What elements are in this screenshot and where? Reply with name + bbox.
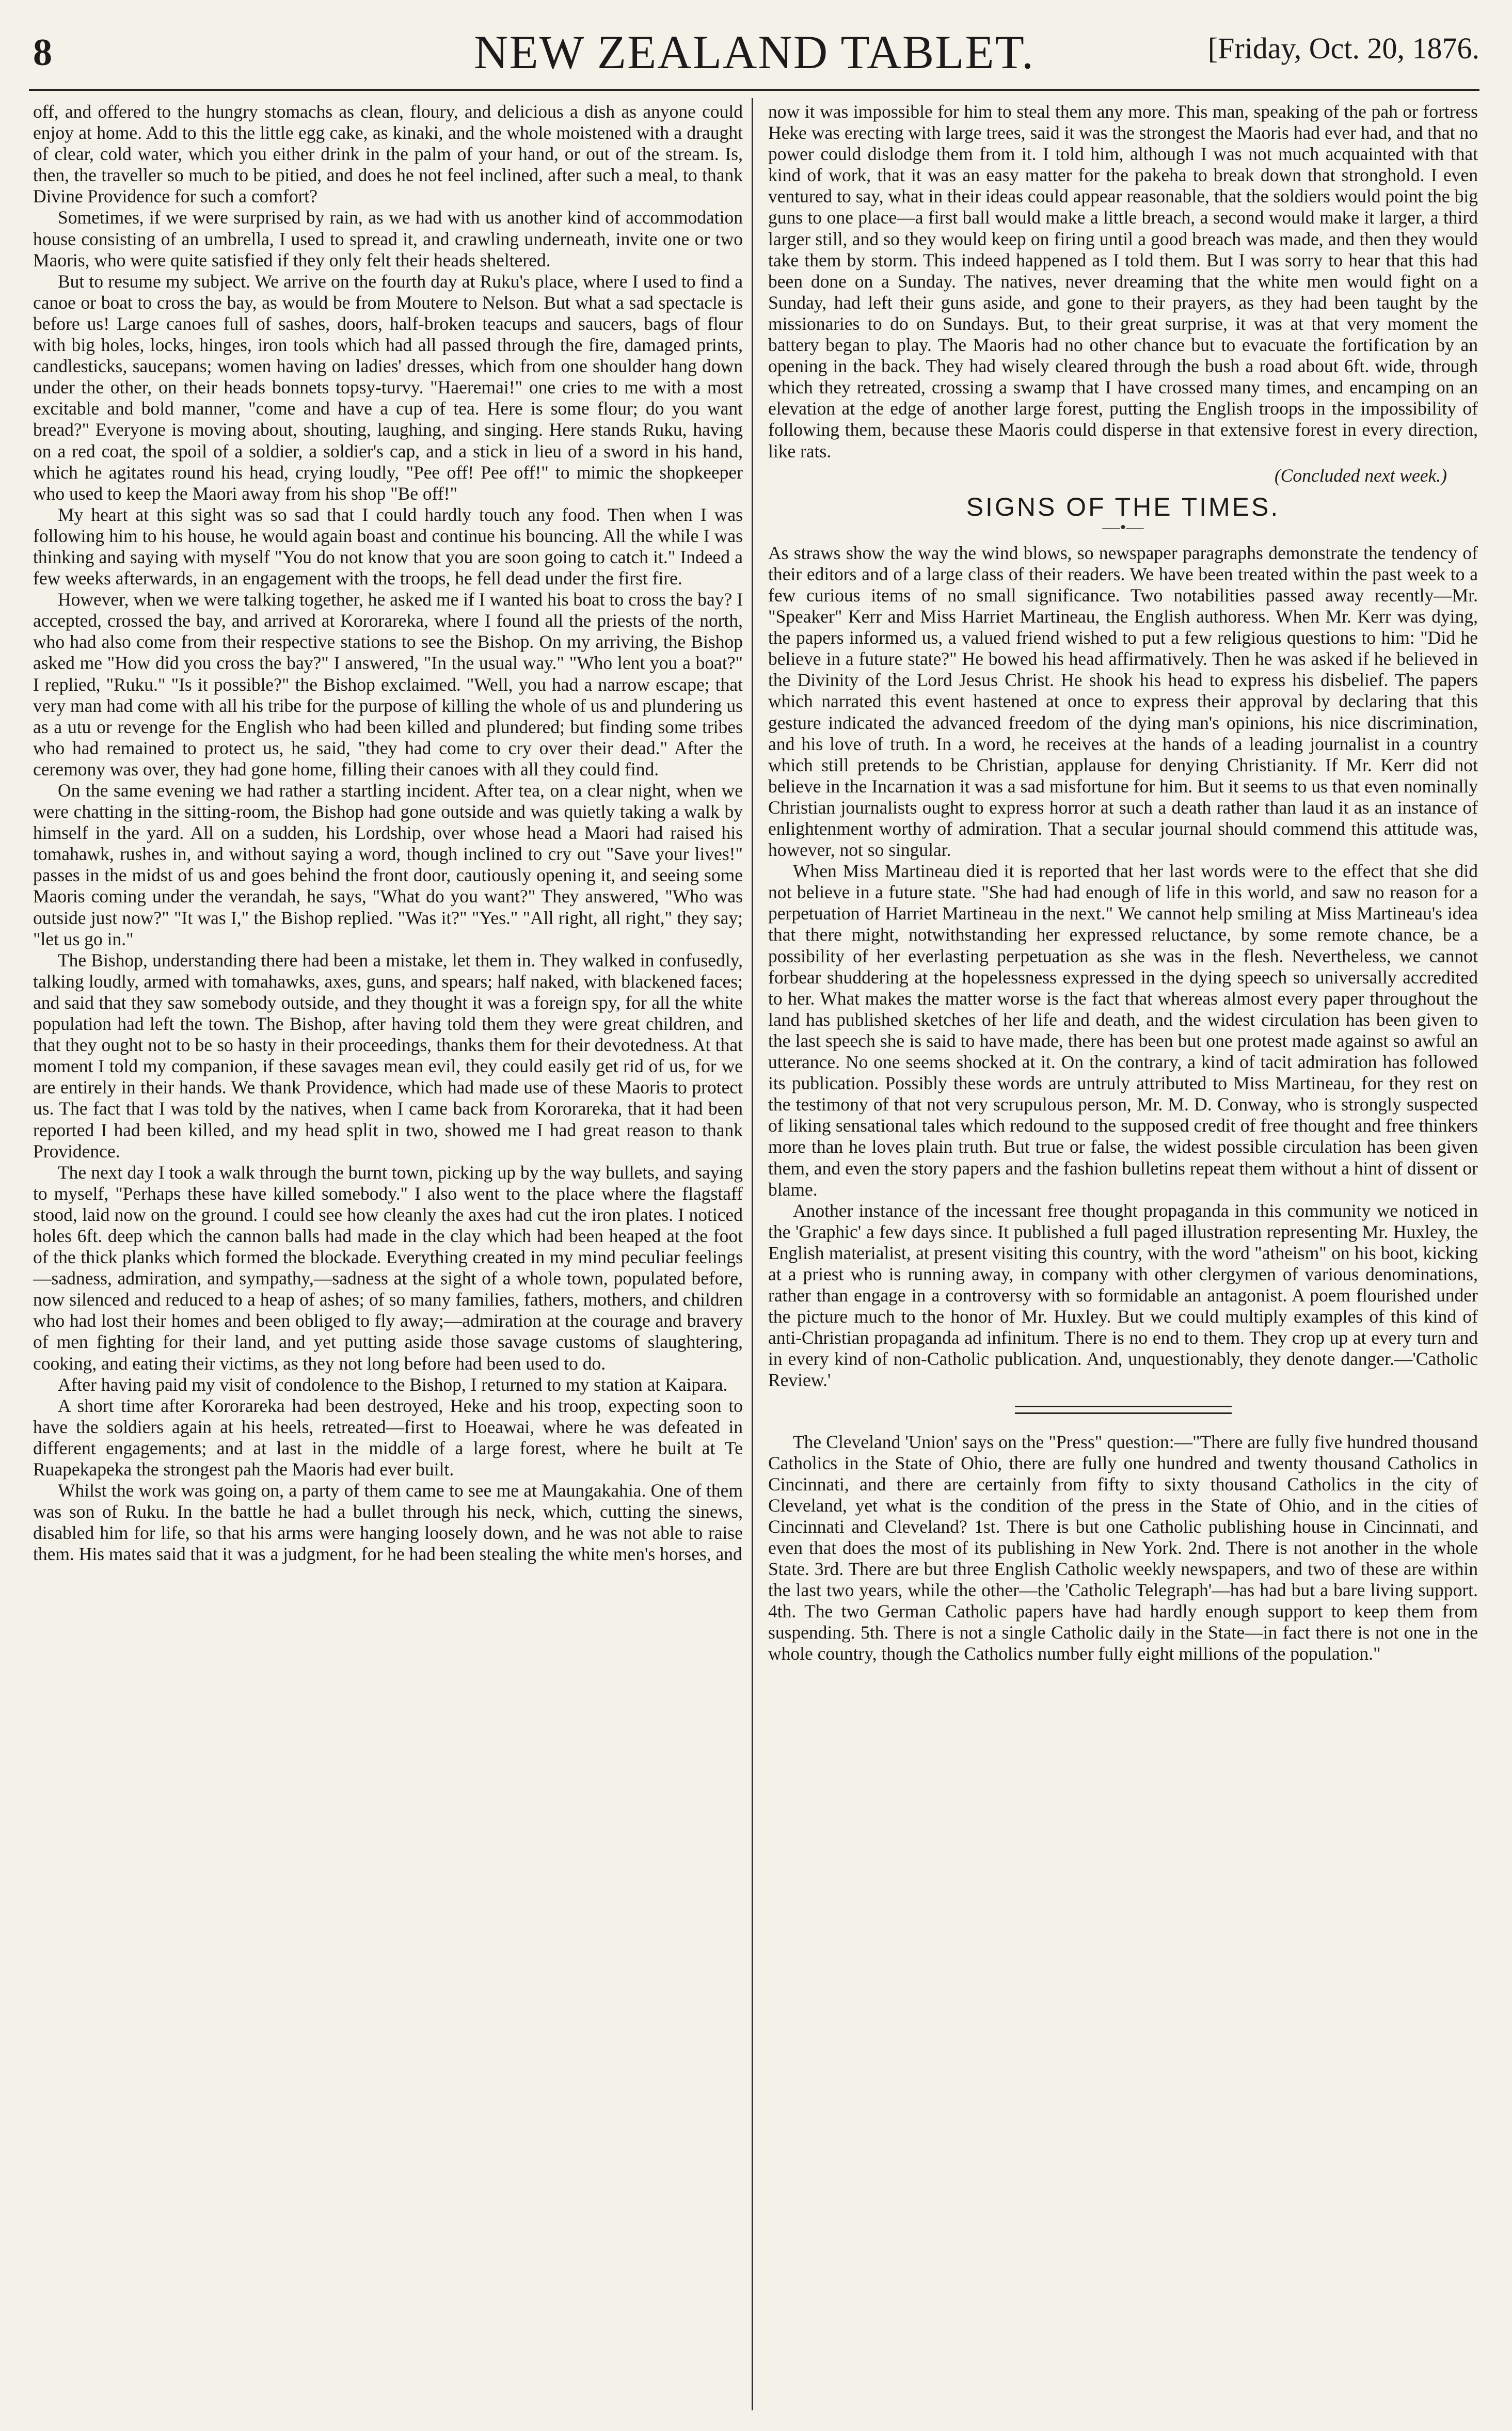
article-paragraph: The Bishop, understanding there had been a mistake, let them in. They walked in confusedly, talking loudly, armed with tomahawks, axes, guns, and spears; half naked, with blackened faces; and said that they saw somebody outside, and they thought it was a foreign spy, for all the white population had left the town. The Bishop, after having told them they were great children, and that they ought not to be so hasty in their proceedings, thanks them for their devotedness. At that moment I told my companion, if these savages mean evil, they could easily get rid of us, for we are entirely in their hands. We thank Providence, which had made use of these Maoris to protect us. The fact that I was told by the natives, when I came back from Kororareka, that it had been reported I had been killed, and my head split in two, showed me I had great reason to thank Providence. — [33, 949, 743, 1162]
news-item-paragraph: The Cleveland 'Union' says on the "Press" question:—"There are fully five hundred thousand Catholics in the State of Ohio, there are fully one hundred and twenty thousand Catholics in Cincinnati, and there are certainly from fifty to sixty thousand Catholics in the city of Cleveland, yet what is the condition of the press in the State of Ohio, and in the cities of Cincinnati and Cleveland? 1st. There is but one Catholic publishing house in Cincinnati, and even that does the most of its publishing in New York. 2nd. There is not another in the whole State. 3rd. There are but three English Catholic weekly newspapers, and two of these are within the last two years, while the other—the 'Catholic Telegraph'—has had but a bare living support. 4th. The two German Catholic papers have had hardly enough support to keep them from suspending. 5th. There is not a single Catholic daily in the State—in fact there is not one in the whole country, though the Catholics number fully eight millions of the population." — [768, 1431, 1478, 1664]
article-paragraph: But to resume my subject. We arrive on the fourth day at Ruku's place, where I used to find a canoe or boat to cross the bay, as would be from Moutere to Nelson. But what a sad spectacle is before us! Large canoes full of sashes, doors, half-broken teacups and saucers, bags of flour with big holes, locks, hinges, iron tools which had all passed through the fire, damaged prints, candlesticks, saucepans; women having on ladies' dresses, which from one shoulder hang down under the other, on their heads bonnets topsy-turvy. "Haeremai!" one cries to me with a most excitable and bold manner, "come and have a cup of tea. Here is some flour; do you want bread?" Everyone is moving about, shouting, laughing, and singing. Here stands Ruku, having on a red coat, the spoil of a soldier, a soldier's cap, and a stick in lieu of a sword in his hand, which he agitates round his head, crying loudly, "Pee off! Pee off!" to mimic the shopkeeper who used to keep the Maori away from his shop "Be off!" — [33, 271, 743, 504]
section-paragraph: As straws show the way the wind blows, so newspaper paragraphs demonstrate the tendency of their editors and of a large class of their readers. We have been treated within the past week to a few curious items of no small significance. Two notabilities passed away recently—Mr. "Speaker" Kerr and Miss Harriet Martineau, the English authoress. When Mr. Kerr was dying, the papers informed us, a valued friend wished to put a few religious questions to him: "Did he believe in a future state?" He bowed his head affirmatively. Then he was asked if he believed in the Divinity of the Lord Jesus Christ. He shook his head to express his disbelief. The papers which narrated this event hastened at once to express their approval by declaring that this gesture indicated the advanced freedom of the dying man's opinions, his nice discrimination, and his love of truth. In a word, he receives at the hands of a leading journalist in a country which still pretends to be Christian, applause for denying Christianity. If Mr. Kerr did not believe in the Incarnation it was a sad misfortune for him. But it seems to us that even nominally Christian journalists ought to express horror at such a death rather than laud it as an instance of enlightenment worthy of admiration. That a secular journal should commend this attitude was, however, not so singular. — [768, 542, 1478, 861]
section-paragraph: Another instance of the incessant free thought propaganda in this community we noticed in the 'Graphic' a few days since. It published a full paged illustration representing Mr. Huxley, the English materialist, at present visiting this country, with the word "atheism" on his boot, kicking at a priest who is running away, in company with other clergymen of various denominations, rather than engage in a controversy with so formidable an antagonist. A poem flourished under the picture much to the honor of Mr. Huxley. But we could multiply examples of this kind of anti-Christian propaganda ad infinitum. There is no end to them. They crop up at every turn and in every kind of non-Catholic publication. And, unquestionably, they denote danger.—'Catholic Review.' — [768, 1200, 1478, 1391]
article-paragraph: A short time after Kororareka had been destroyed, Heke and his troop, expecting soon to have the soldiers again at his heels, retreated—first to Hoeawai, where he was defeated in different engagements; and at last in the middle of a large forest, where he built at Te Ruapekapeka the strongest pah the Maoris had ever built. — [33, 1395, 743, 1480]
article-paragraph: My heart at this sight was so sad that I could hardly touch any food. Then when I was following him to his house, he would again boast and continue his bouncing. All the while I was thinking and saying with myself "You do not know that you are soon going to catch it." Indeed a few weeks afterwards, in an engagement with the troops, he fell dead under the first fire. — [33, 504, 743, 589]
article-paragraph: After having paid my visit of condolence to the Bishop, I returned to my station at Kaipara. — [58, 1374, 728, 1395]
section-paragraph: When Miss Martineau died it is reported that her last words were to the effect that she did not believe in a future state. "She had had enough of life in this world, and saw no reason for a perpetuation of Harriet Martineau in the next." We cannot help smiling at Miss Martineau's idea that there might, notwithstanding her expressed reluctance, by some remote chance, be a possibility of her everlasting perpetuation as she was in the flesh. Nevertheless, we cannot forbear shuddering at the hopelessness expressed in the dying speech so universally accredited to her. What makes the matter worse is the fact that whereas almost every paper throughout the land has published sketches of her life and death, and the widest circulation has been given to the last speech she is said to have made, there has been but one protest made against so awful an utterance. No one seems shocked at it. On the contrary, a kind of tacit admiration has followed its publication. Possibly these words are untruly attributed to Miss Martineau, for they rest on the testimony of that not very scrupulous person, Mr. M. D. Conway, who is strongly suspected of liking sensational tales which redound to the supposed credit of free thought and free thinkers more than he loves plain truth. But true or false, the widest possible circulation has been given them, and even the story papers and the fashion bulletins repeat them without a hint of dissent or blame. — [768, 861, 1478, 1200]
newspaper-title: NEW ZEALAND TABLET. — [474, 26, 1034, 78]
ornament-divider: —•— — [1102, 517, 1144, 537]
section-divider — [1015, 1406, 1232, 1414]
left-column — [33, 101, 743, 2409]
article-paragraph: On the same evening we had rather a startling incident. After tea, on a clear night, when we were chatting in the sitting-room, the Bishop had gone outside and was quietly taking a walk by himself in the yard. All on a sudden, his Lordship, over whose head a Maori had raised his tomahawk, rushes in, and without saying a word, though inclined to cry out "Save your lives!" passes in the midst of us and goes behind the front door, cautiously opening it, and seeing some Maoris coming under the verandah, he says, "What do you want?" They answered, "Who was outside just now?" "It was I," the Bishop replied. "Was it?" "Yes." "All right, all right," they say; "let us go in." — [33, 780, 743, 949]
page-header — [29, 11, 1479, 91]
article-paragraph: Sometimes, if we were surprised by rain, as we had with us another kind of accommodation house consisting of an umbrella, I used to spread it, and crawling underneath, invite one or two Maoris, who were quite satisfied if they only felt their heads sheltered. — [33, 207, 743, 271]
article-paragraph: The next day I took a walk through the burnt town, picking up by the way bullets, and saying to myself, "Perhaps these have killed somebody." I also went to the place where the flagstaff stood, laid now on the ground. I could see how cleanly the axes had cut the iron plates. I noticed holes 6ft. deep which the cannon balls had made in the clay which had been heaped at the foot of the thick planks which formed the blockade. Everything created in my mind peculiar feelings—sadness, admiration, and sympathy,—sadness at the sight of a whole town, populated before, now silenced and reduced to a heap of ashes; of so many families, fathers, mothers, and children who had lost their homes and been obliged to fly away;—admiration at the courage and bravery of men fighting for their land, and yet putting aside those savage customs of slaughtering, cooking, and eating their victims, as they not long before had been used to do. — [33, 1162, 743, 1374]
article-paragraph: off, and offered to the hungry stomachs as clean, floury, and delicious a dish as anyone could enjoy at home. Add to this the little egg cake, as kinaki, and the whole moistened with a draught of clear, cold water, which you either drink in the palm of your hand, or out of the stream. Is, then, the traveller so much to be pitied, and does he not feel inclined, after such a meal, to thank Divine Providence for such a comfort? — [33, 101, 743, 207]
column-divider — [752, 98, 753, 2410]
article-paragraph: However, when we were talking together, he asked me if I wanted his boat to cross the bay? I accepted, crossed the bay, and arrived at Kororareka, where I found all the priests of the north, who had also come from their respective stations to see the Bishop. On my arriving, the Bishop asked me "How did you cross the bay?" I answered, "In the usual way." "Who lent you a boat?" I replied, "Ruku." "Is it possible?" the Bishop exclaimed. "Well, you had a narrow escape; that very man had come with all his tribe for the purpose of killing the whole of us and plundering us as a utu or revenge for the English who had been killed and plundered; but finding some tribes who had remained to protect us, he said, "they had come to cry over their dead." After the ceremony was over, they had gone home, filling their canoes with all they could find. — [33, 589, 743, 780]
concluded-note: (Concluded next week.) — [1274, 465, 1447, 486]
right-column — [768, 101, 1478, 2409]
issue-date: [Friday, Oct. 20, 1876. — [1207, 31, 1479, 65]
page-number: 8 — [33, 31, 52, 74]
section-title: SIGNS OF THE TIMES. — [966, 492, 1280, 521]
article-paragraph: Whilst the work was going on, a party of them came to see me at Maungakahia. One of them was son of Ruku. In the battle he had a bullet through his neck, which, cutting the sinews, disabled him for life, so that his arms were hanging loosely down, and he was not able to raise them. His mates said that it was a judgment, for he had been stealing the white men's horses, and — [33, 1480, 743, 1565]
article-paragraph: now it was impossible for him to steal them any more. This man, speaking of the pah or fortress Heke was erecting with large trees, said it was the strongest the Maoris had ever had, and that no power could dislodge them from it. I told him, although I was not much acquainted with that kind of work, that it was an easy matter for the pakeha to break down that stronghold. I even ventured to say, what in their ideas could appear reasonable, that the soldiers would point the big guns to one place—a first ball would make a little breach, a second would make it larger, a third larger still, and so they would keep on firing until a good breach was made, and then they would take them by storm. This indeed happened as I told them. But I was sorry to hear that this had been done on a Sunday. The natives, never dreaming that the white men would fight on a Sunday, had left their guns aside, and gone to their prayers, as they had been taught by the missionaries to do on Sundays. But, to their great surprise, it was at that very moment the battery began to play. The Maoris had no other chance but to evacuate the fortification by an opening in the back. They had wisely cleared through the bush a road about 6ft. wide, through which they retreated, crossing a swamp that I have crossed many times, and encamping on an elevation at the edge of another large forest, putting the English troops in the impossibility of following them, because these Maoris could disperse in that extensive forest in every direction, like rats. — [768, 101, 1478, 462]
